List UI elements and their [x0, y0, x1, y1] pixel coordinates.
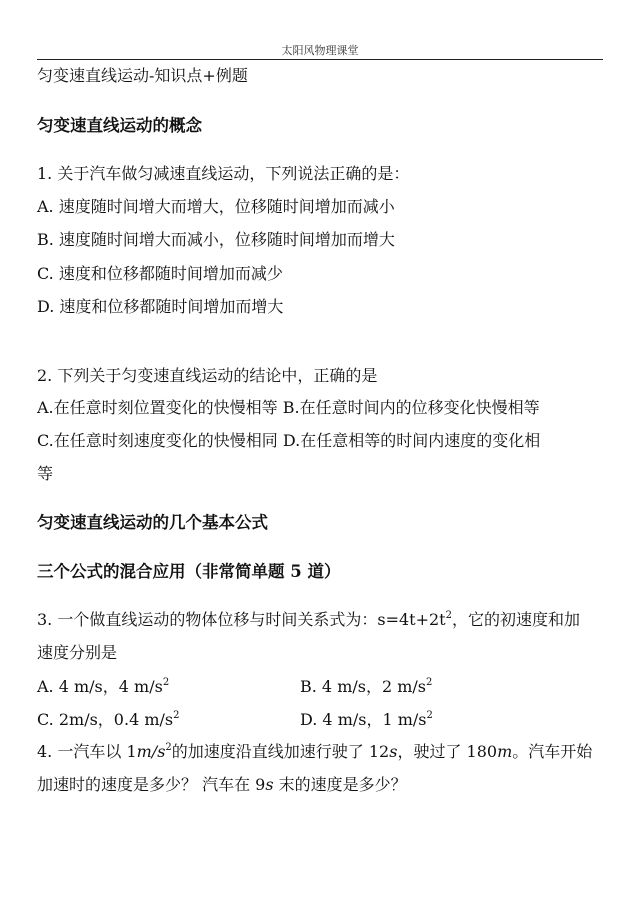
q3-option-b — [300, 677, 432, 697]
q4-text-3: ，驶过了 180 — [397, 742, 498, 761]
q4-stem-line2 — [37, 775, 407, 795]
q2-options-cd-wrap: 等 — [37, 464, 54, 483]
page-header: 太阳风物理课堂 — [281, 44, 359, 57]
q1-stem: 1. 关于汽车做匀减速直线运动，下列说法正确的是： — [37, 164, 410, 183]
q4-unit-accel-sup: 2 — [165, 742, 172, 753]
q4-text-2: 的加速度沿直线加速行驶了 12 — [171, 742, 390, 761]
section-heading-mixed: 三个公式的混合应用（非常简单题 5 道） — [37, 562, 341, 581]
q2-options-cd: C.在任意时刻速度变化的快慢相同 D.在任意相等的时间内速度的变化相 — [37, 431, 541, 450]
q3-stem-superscript: 2 — [445, 610, 452, 621]
header-rule — [37, 59, 603, 60]
q4-unit-time: s — [389, 742, 398, 761]
q3-option-d-text: D. 4 m/s，1 m/s — [300, 710, 427, 729]
doc-title: 匀变速直线运动-知识点+例题 — [37, 66, 248, 85]
q4-text-1: 4. 一汽车以 1 — [37, 742, 137, 761]
q3-stem-text: 3. 一个做直线运动的物体位移与时间关系式为：s=4t+2t — [37, 610, 446, 629]
q2-options-ab: A.在任意时刻位置变化的快慢相等 B.在任意时间内的位移变化快慢相等 — [37, 398, 540, 417]
q1-option-c: C. 速度和位移都随时间增加而减少 — [37, 264, 283, 283]
q3-option-d — [300, 710, 433, 730]
q3-option-c-sup: 2 — [173, 710, 180, 721]
q3-option-a-sup: 2 — [162, 677, 170, 688]
q3-option-a — [37, 677, 169, 697]
section-heading-formulas: 匀变速直线运动的几个基本公式 — [37, 513, 268, 532]
q3-option-d-sup: 2 — [426, 710, 433, 721]
q4-text-4: 。汽车开始 — [512, 742, 593, 761]
q2-stem: 2. 下列关于匀变速直线运动的结论中，正确的是 — [37, 366, 378, 385]
q3-option-c — [37, 710, 179, 730]
q4-stem-line1 — [37, 742, 592, 762]
q4-unit-accel: m/s — [136, 742, 166, 761]
q3-option-c-text: C. 2m/s，0.4 m/s — [37, 710, 174, 729]
q1-option-a: A. 速度随时间增大而增大，位移随时间增加而减小 — [37, 197, 395, 216]
q4-unit-distance: m — [497, 742, 513, 761]
q4-unit-time-2: s — [265, 775, 274, 794]
q4-text-5: 加速时的速度是多少？ 汽车在 9 — [37, 775, 266, 794]
q3-option-b-text: B. 4 m/s，2 m/s — [300, 677, 427, 696]
q3-option-a-text: A. 4 m/s，4 m/s — [37, 677, 163, 696]
q4-text-6: 末的速度是多少？ — [273, 775, 407, 794]
q3-option-b-sup: 2 — [426, 677, 433, 688]
section-heading-concept: 匀变速直线运动的概念 — [37, 116, 202, 135]
q1-option-b: B. 速度随时间增大而减小，位移随时间增加而增大 — [37, 230, 395, 249]
q3-stem-line2: 速度分别是 — [37, 643, 118, 662]
q3-stem-line1 — [37, 610, 580, 630]
q3-stem-text-end: ，它的初速度和加 — [451, 610, 580, 629]
q1-option-d: D. 速度和位移都随时间增加而增大 — [37, 297, 284, 316]
